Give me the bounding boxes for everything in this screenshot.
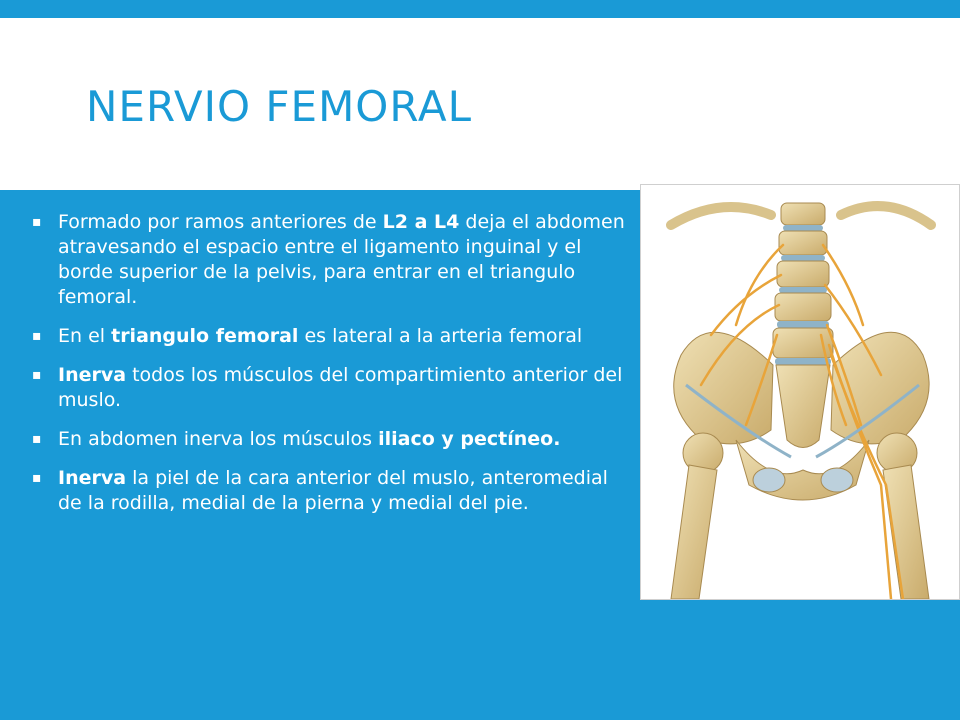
bullet-item (32, 324, 632, 349)
left-rib (671, 207, 771, 225)
bullet-bold-text: triangulo femoral (111, 325, 299, 347)
bullet-item (32, 466, 632, 516)
right-obturator (821, 468, 853, 492)
lumbar-spine (773, 203, 833, 365)
left-obturator (753, 468, 785, 492)
bullet-bold-text: Inerva (58, 364, 127, 386)
pelvis-femoral-nerve-illustration (641, 185, 959, 599)
bullet-text: es lateral a la arteria femoral (298, 325, 583, 347)
right-rib (841, 206, 931, 225)
bullet-bold-text: iliaco y pectíneo. (378, 428, 561, 450)
bullet-text: En el (58, 325, 112, 347)
bullet-bold-text: Inerva (58, 467, 127, 489)
bullet-list (32, 210, 632, 530)
top-accent-bar (0, 0, 960, 18)
bullet-icon: ▪ (32, 470, 42, 486)
bullet-icon: ▪ (32, 328, 42, 344)
pubic-region (736, 440, 869, 500)
anatomy-image-frame (640, 184, 960, 600)
bullet-icon: ▪ (32, 214, 42, 230)
bullet-item (32, 210, 632, 310)
bullet-text: la piel de la cara anterior del muslo, anteromedial de la rodilla, medial de la pierna y medial del pie. (58, 467, 608, 514)
bullet-text: Formado por ramos anteriores de (58, 211, 383, 233)
bullet-text: todos los músculos del compartimiento anterior del muslo. (58, 364, 623, 411)
bullet-text: deja el abdomen atravesando el espacio entre el ligamento inguinal y el borde superior de la pelvis, para entrar en el triangulo femoral. (58, 211, 625, 308)
bullet-icon: ▪ (32, 431, 42, 447)
bullet-item (32, 427, 632, 452)
left-femur (671, 433, 723, 599)
bullet-item (32, 363, 632, 413)
bullet-icon: ▪ (32, 367, 42, 383)
bullet-text: En abdomen inerva los músculos (58, 428, 379, 450)
slide-title: NERVIO FEMORAL (86, 82, 472, 131)
bullet-bold-text: L2 a L4 (382, 211, 460, 233)
sacrum (776, 365, 830, 448)
